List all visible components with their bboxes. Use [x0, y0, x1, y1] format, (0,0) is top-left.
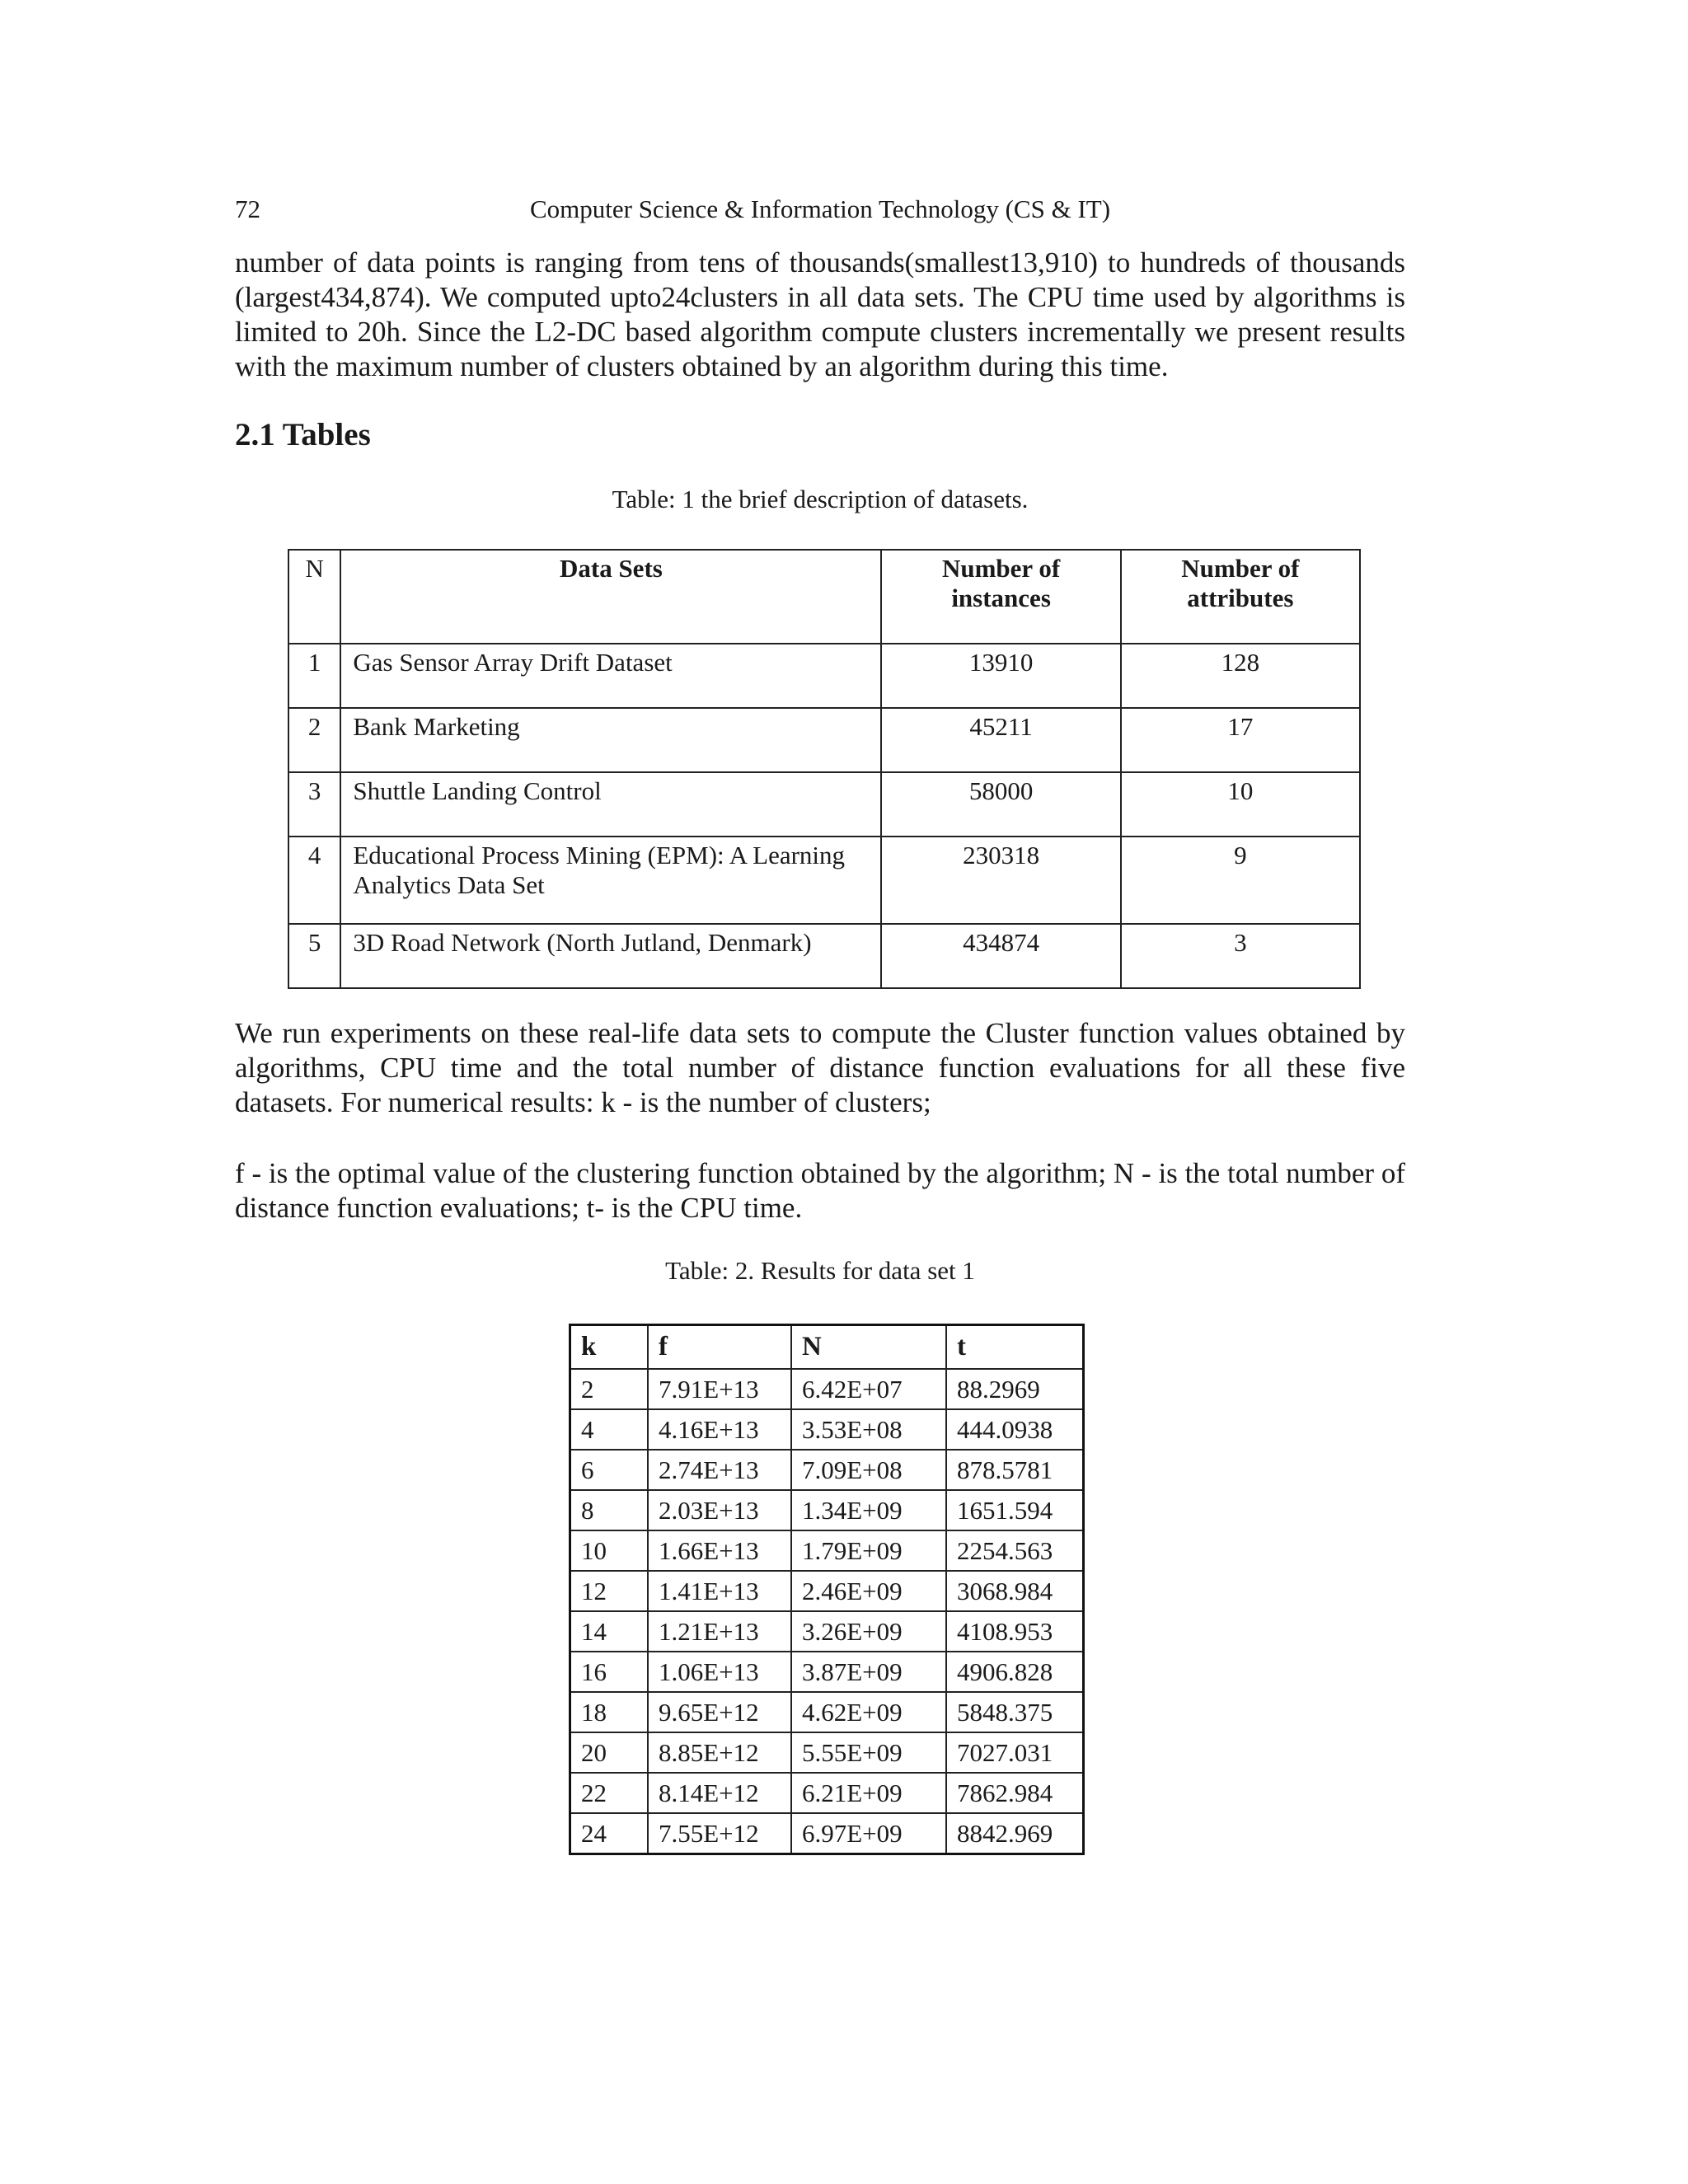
cell-N: 3.26E+09	[791, 1611, 946, 1652]
cell-t: 1651.594	[946, 1490, 1084, 1530]
paragraph-intro: number of data points is ranging from tens of thousands(smallest13,910) to hundreds of thousands (largest434,874). We computed upto24clusters in all data sets. The CPU time used by algorithms is limited to 20h. Since the L2-DC based algorithm compute clusters incrementally we present results with the maximum number of clusters obtained by an algorithm during this time.	[235, 246, 1405, 382]
cell-t: 7027.031	[946, 1732, 1084, 1773]
cell-k: 18	[570, 1692, 649, 1732]
header-cell-instances: Number of instances	[881, 550, 1120, 644]
table-row	[570, 1490, 1084, 1530]
cell-n: 5	[288, 924, 340, 988]
cell-dataset: Shuttle Landing Control	[340, 772, 881, 837]
table-row	[570, 1571, 1084, 1611]
cell-N: 1.34E+09	[791, 1490, 946, 1530]
cell-attributes: 9	[1121, 837, 1360, 924]
cell-k: 4	[570, 1409, 649, 1450]
cell-t: 4108.953	[946, 1611, 1084, 1652]
table-row	[570, 1409, 1084, 1450]
table-row	[570, 1611, 1084, 1652]
cell-N: 2.46E+09	[791, 1571, 946, 1611]
cell-attributes: 17	[1121, 708, 1360, 772]
header-cell-f: f	[648, 1325, 791, 1370]
cell-t: 8842.969	[946, 1813, 1084, 1854]
cell-k: 16	[570, 1652, 649, 1692]
cell-dataset: Educational Process Mining (EPM): A Learning Analytics Data Set	[340, 837, 881, 924]
table-header-row	[288, 550, 1360, 644]
table-row	[570, 1692, 1084, 1732]
header-cell-data-sets: Data Sets	[340, 550, 881, 644]
cell-t: 5848.375	[946, 1692, 1084, 1732]
section-heading: 2.1 Tables	[235, 417, 371, 452]
cell-n: 3	[288, 772, 340, 837]
cell-t: 4906.828	[946, 1652, 1084, 1692]
cell-k: 20	[570, 1732, 649, 1773]
table-row	[570, 1732, 1084, 1773]
table-row	[288, 772, 1360, 837]
cell-k: 12	[570, 1571, 649, 1611]
cell-instances: 434874	[881, 924, 1120, 988]
cell-f: 1.06E+13	[648, 1652, 791, 1692]
cell-f: 7.55E+12	[648, 1813, 791, 1854]
cell-N: 6.42E+07	[791, 1369, 946, 1409]
cell-N: 7.09E+08	[791, 1450, 946, 1490]
table-row	[288, 708, 1360, 772]
cell-k: 8	[570, 1490, 649, 1530]
table1-caption: Table: 1 the brief description of datasets.	[612, 485, 1029, 513]
journal-title: Computer Science & Information Technology (CS & IT)	[529, 194, 1111, 223]
cell-f: 1.21E+13	[648, 1611, 791, 1652]
cell-k: 22	[570, 1773, 649, 1813]
cell-k: 14	[570, 1611, 649, 1652]
cell-N: 3.53E+08	[791, 1409, 946, 1450]
cell-n: 2	[288, 708, 340, 772]
cell-N: 1.79E+09	[791, 1530, 946, 1571]
cell-f: 7.91E+13	[648, 1369, 791, 1409]
cell-f: 9.65E+12	[648, 1692, 791, 1732]
table-row	[570, 1450, 1084, 1490]
cell-t: 444.0938	[946, 1409, 1084, 1450]
cell-k: 2	[570, 1369, 649, 1409]
cell-k: 6	[570, 1450, 649, 1490]
header-cell-t: t	[946, 1325, 1084, 1370]
cell-n: 4	[288, 837, 340, 924]
cell-f: 8.14E+12	[648, 1773, 791, 1813]
results-table-body	[570, 1369, 1084, 1854]
cell-k: 24	[570, 1813, 649, 1854]
table-row	[288, 837, 1360, 924]
table-row	[570, 1652, 1084, 1692]
results-table	[569, 1324, 1085, 1855]
cell-f: 1.66E+13	[648, 1530, 791, 1571]
running-head	[235, 194, 1405, 231]
table-row	[570, 1773, 1084, 1813]
table-row	[570, 1813, 1084, 1854]
cell-instances: 58000	[881, 772, 1120, 837]
cell-f: 8.85E+12	[648, 1732, 791, 1773]
cell-f: 2.03E+13	[648, 1490, 791, 1530]
cell-N: 4.62E+09	[791, 1692, 946, 1732]
table-row	[288, 644, 1360, 708]
cell-t: 88.2969	[946, 1369, 1084, 1409]
cell-attributes: 10	[1121, 772, 1360, 837]
datasets-table	[288, 549, 1361, 989]
header-cell-attributes: Number of attributes	[1121, 550, 1360, 644]
table2-caption: Table: 2. Results for data set 1	[665, 1256, 975, 1285]
table-header-row	[570, 1325, 1084, 1370]
cell-f: 4.16E+13	[648, 1409, 791, 1450]
table-row	[288, 924, 1360, 988]
cell-t: 2254.563	[946, 1530, 1084, 1571]
cell-dataset: Bank Marketing	[340, 708, 881, 772]
cell-N: 6.21E+09	[791, 1773, 946, 1813]
cell-instances: 45211	[881, 708, 1120, 772]
paragraph-experiments: We run experiments on these real-life data sets to compute the Cluster function values obtained by algorithms, CPU time and the total number of distance function evaluations for all these five datasets. For numerical results: k - is the number of clusters;	[235, 1017, 1405, 1118]
cell-instances: 13910	[881, 644, 1120, 708]
cell-t: 878.5781	[946, 1450, 1084, 1490]
table-row	[570, 1530, 1084, 1571]
cell-instances: 230318	[881, 837, 1120, 924]
cell-N: 6.97E+09	[791, 1813, 946, 1854]
table-row	[570, 1369, 1084, 1409]
cell-N: 5.55E+09	[791, 1732, 946, 1773]
cell-dataset: 3D Road Network (North Jutland, Denmark)	[340, 924, 881, 988]
page-number: 72	[235, 194, 260, 223]
cell-f: 2.74E+13	[648, 1450, 791, 1490]
cell-dataset: Gas Sensor Array Drift Dataset	[340, 644, 881, 708]
cell-t: 7862.984	[946, 1773, 1084, 1813]
cell-f: 1.41E+13	[648, 1571, 791, 1611]
cell-attributes: 128	[1121, 644, 1360, 708]
header-cell-k: k	[570, 1325, 649, 1370]
header-cell-n: N	[288, 550, 340, 644]
cell-k: 10	[570, 1530, 649, 1571]
cell-t: 3068.984	[946, 1571, 1084, 1611]
cell-n: 1	[288, 644, 340, 708]
paragraph-definitions: f - is the optimal value of the clustering function obtained by the algorithm; N - is the total number of distance function evaluations; t- is the CPU time.	[235, 1157, 1405, 1224]
cell-N: 3.87E+09	[791, 1652, 946, 1692]
cell-attributes: 3	[1121, 924, 1360, 988]
header-cell-N: N	[791, 1325, 946, 1370]
